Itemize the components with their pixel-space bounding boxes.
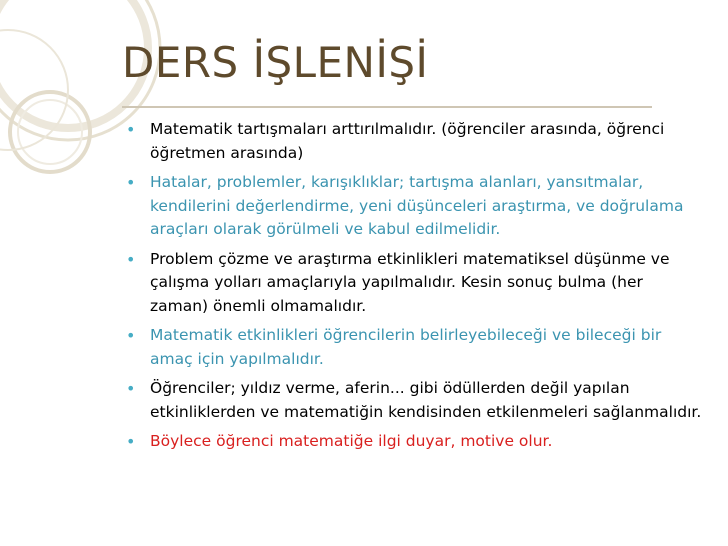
bullet-list bbox=[124, 118, 704, 460]
title-divider bbox=[122, 106, 652, 108]
bullet-item bbox=[124, 118, 704, 165]
bullet-item bbox=[124, 171, 704, 242]
bullet-marker-icon: • bbox=[126, 173, 136, 192]
bullet-item bbox=[124, 248, 704, 319]
bullet-marker-icon: • bbox=[126, 326, 136, 345]
bullet-text: Hatalar, problemler, karışıklıklar; tartışma alanları, yansıtmalar, kendilerini değerlendirme, yeni düşünceleri araştırma, ve doğrulama araçları olarak görülmeli ve kabul edilmelidir. bbox=[150, 173, 684, 238]
bullet-text: Böylece öğrenci matematiğe ilgi duyar, motive olur. bbox=[150, 432, 553, 450]
bullet-item bbox=[124, 324, 704, 371]
bullet-text: Öğrenciler; yıldız verme, aferin... gibi ödüllerden değil yapılan etkinliklerden ve matematiğin kendisinden etkilenmeleri sağlanmalıdır. bbox=[150, 379, 702, 421]
bullet-text: Matematik tartışmaları arttırılmalıdır. (öğrenciler arasında, öğrenci öğretmen arasında) bbox=[150, 120, 665, 162]
bullet-marker-icon: • bbox=[126, 120, 136, 139]
bullet-text: Matematik etkinlikleri öğrencilerin belirleyebileceği ve bileceği bir amaç için yapılmalıdır. bbox=[150, 326, 662, 368]
bullet-text: Problem çözme ve araştırma etkinlikleri matematiksel düşünme ve çalışma yolları amaçlarıyla yapılmalıdır. Kesin sonuç bulma (her zaman) önemli olmamalıdır. bbox=[150, 249, 670, 315]
bullet-item bbox=[124, 377, 704, 424]
bullet-item bbox=[124, 430, 704, 454]
bullet-marker-icon: • bbox=[126, 249, 136, 269]
bullet-marker-icon: • bbox=[126, 379, 136, 398]
bullet-marker-icon: • bbox=[126, 432, 136, 451]
slide-title: DERS İŞLENİŞİ bbox=[122, 38, 429, 87]
